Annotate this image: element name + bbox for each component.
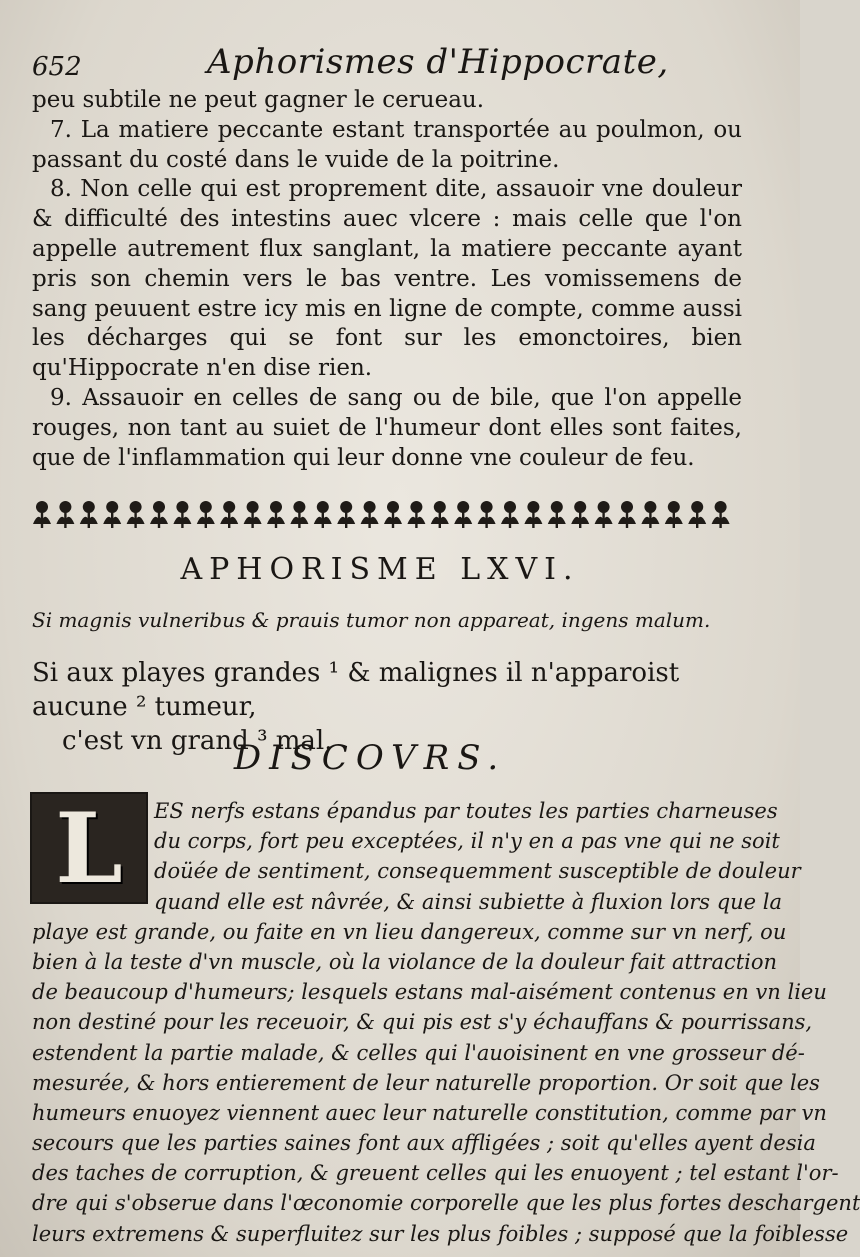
fleuron-icon [407, 501, 425, 528]
fleuron-icon [267, 501, 285, 528]
fleuron-icon [150, 501, 168, 528]
drop-cap-letter: L [55, 791, 123, 905]
body-line: humeurs enuoyez viennent auec leur naturelle constitution, comme par vn [32, 1100, 827, 1125]
fleuron-icon [431, 501, 449, 528]
ornament-band [30, 496, 730, 532]
page-number: 652 [32, 52, 82, 82]
fleuron-icon [618, 501, 636, 528]
fleuron-icon [641, 501, 659, 528]
body-line: de beaucoup d'humeurs; lesquels estans mal-aisément contenus en vn lieu [32, 980, 827, 1005]
discourse-body [32, 796, 860, 1249]
fleuron-icon [127, 501, 145, 528]
page-header [32, 42, 762, 86]
note-paragraph: 8. Non celle qui est proprement dite, assauoir vne douleur & difficulté des intestins auec vlcere : mais celle que l'on appelle autrement flux sanglant, la matiere peccante ayant pris son chemin vers le bas ventre. Les vomissemens de sang peuuent estre icy mis en ligne de compte, comme aussi les décharges qui se font sur les emonctoires, bien qu'Hippocrate n'en dise rien. [32, 176, 742, 382]
fleuron-icon [688, 501, 706, 528]
aphorism-title: APHORISME LXVI. [180, 552, 580, 587]
fleuron-icon [80, 501, 98, 528]
body-line: leurs extremens & superfluitez sur les plus foibles ; supposé que la foiblesse [32, 1221, 849, 1246]
running-title: Aphorismes d'Hippocrate, [207, 42, 669, 82]
body-line: secours que les parties saines font aux affligées ; soit qu'elles ayent desia [32, 1131, 816, 1156]
fleuron-icon [314, 501, 332, 528]
fleuron-icon [571, 501, 589, 528]
fleuron-icon [361, 501, 379, 528]
note-paragraph: peu subtile ne peut gagner le cerueau. [32, 87, 485, 113]
body-line: ES nerfs estans épandus par toutes les parties charneuses [154, 799, 778, 823]
body-line: playe est grande, ou faite en vn lieu dangereux, comme sur vn nerf, ou [32, 919, 787, 944]
fleuron-icon [454, 501, 472, 528]
body-line: quand elle est nâvrée, & ainsi subiette à fluxion lors que la [154, 889, 783, 914]
body-line: doüée de sentiment, consequemment susceptible de douleur [154, 859, 801, 884]
fleuron-icon [220, 501, 238, 528]
french-line: c'est vn grand ³ mal. [62, 726, 333, 756]
fleuron-icon [244, 501, 262, 528]
body-line: non destiné pour les receuoir, & qui pis est s'y échauffans & pourrissans, [32, 1010, 813, 1035]
body-line: bien à la teste d'vn muscle, où la violance de la douleur fait attraction [32, 949, 778, 974]
fleuron-icon [524, 501, 542, 528]
body-line: mesurée, & hors entierement de leur naturelle proportion. Or soit que les [32, 1070, 820, 1095]
body-line: des taches de corruption, & greuent celles qui les enuoyent ; tel estant l'or- [32, 1161, 839, 1186]
fleuron-icon [290, 501, 308, 528]
fleuron-icon [548, 501, 566, 528]
fleuron-icon [478, 501, 496, 528]
footnotes-block [32, 86, 742, 473]
discourse-title: DISCOVRS. [233, 738, 507, 778]
fleuron-icon [665, 501, 683, 528]
fleuron-icon [337, 501, 355, 528]
body-line: dre qui s'obserue dans l'œconomie corporelle que les plus fortes deschargent [32, 1191, 860, 1216]
note-paragraph: 7. La matiere peccante estant transportée au poulmon, ou passant du costé dans le vuide de la poitrine. [32, 116, 742, 173]
body-line: estendent la partie malade, & celles qui l'auoisinent en vne grosseur dé- [32, 1040, 805, 1065]
fleuron-icon [56, 501, 74, 528]
note-paragraph: 9. Assauoir en celles de sang ou de bile, que l'on appelle rouges, non tant au suiet de l'humeur dont elles sont faites, que de l'inflammation qui leur donne vne couleur de feu. [32, 384, 742, 471]
fleuron-icon [103, 501, 121, 528]
latin-aphorism: Si magnis vulneribus & prauis tumor non appareat, ingens malum. [32, 608, 711, 632]
fleuron-icon [197, 501, 215, 528]
fleuron-icon [595, 501, 613, 528]
body-line: du corps, fort peu exceptées, il n'y en a pas vne qui ne soit [154, 829, 780, 854]
french-line: Si aux playes grandes ¹ & malignes il n'apparoist aucune ² tumeur, [32, 658, 680, 722]
fleuron-icon [712, 501, 730, 528]
fleuron-icon [173, 501, 191, 528]
fleuron-icon [384, 501, 402, 528]
fleuron-icon [33, 501, 51, 528]
fleuron-icon [501, 501, 519, 528]
